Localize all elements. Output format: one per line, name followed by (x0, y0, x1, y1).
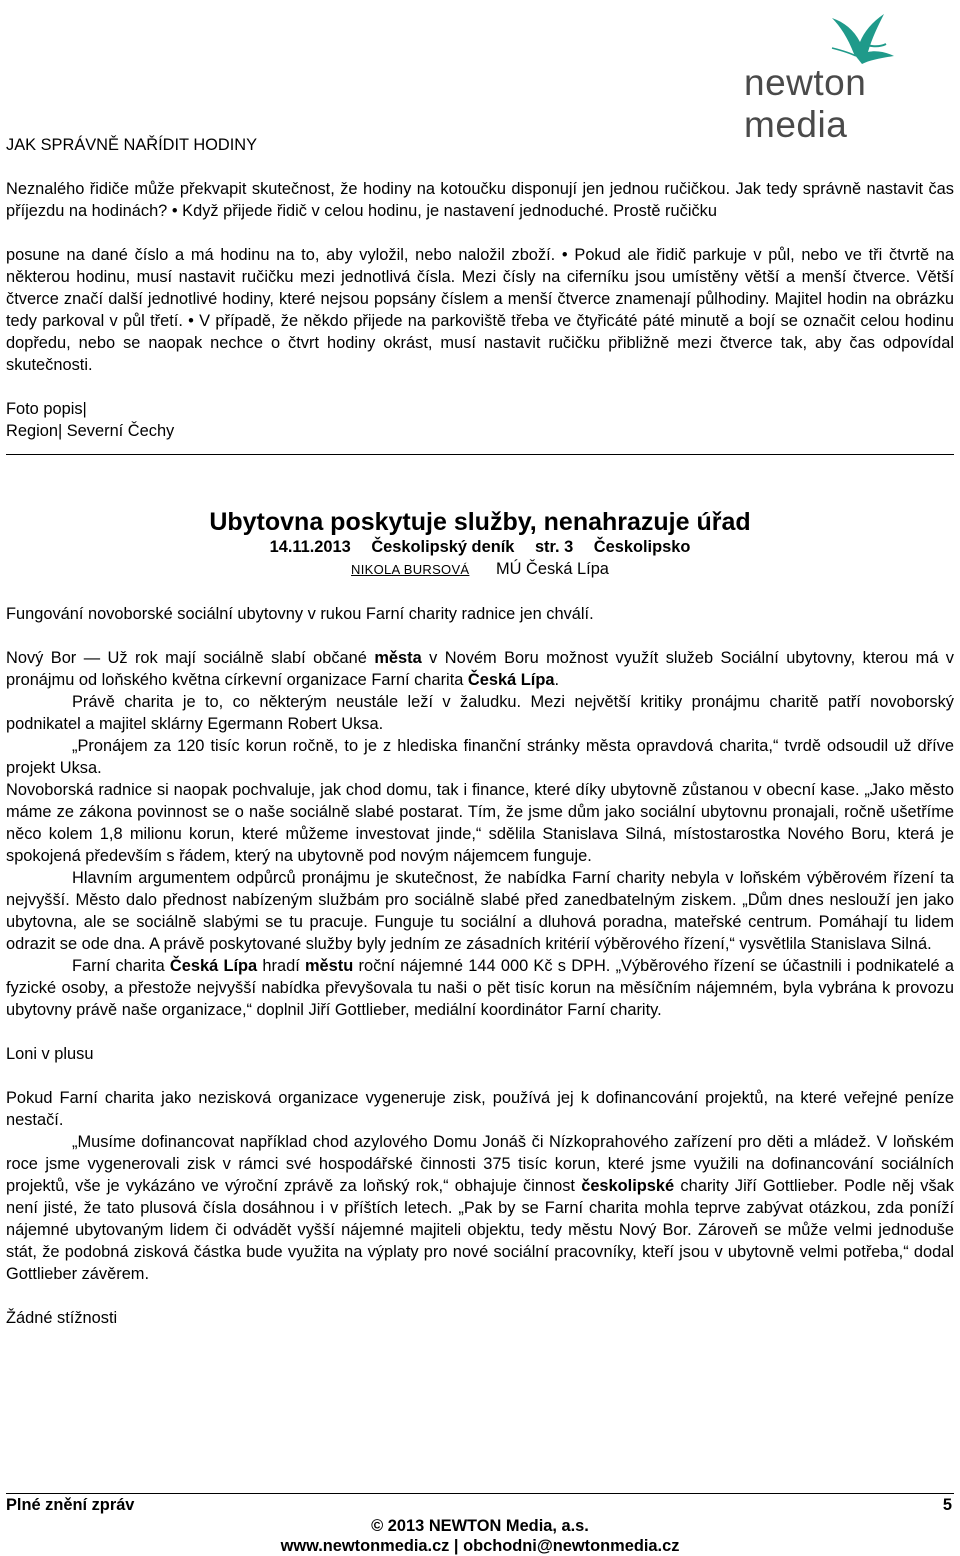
article-date: 14.11.2013 (269, 538, 351, 556)
article-paragraph: „Musíme dofinancovat například chod azylového Domu Jonáš či Nízkoprahového zařízení pro děti a mládež. V loňském roce jsme vygenerovali zisk v rámci své hospodářské činnosti 375 tisíc korun, které jsme využili na dofinancování sociálních projektů, vše je vykázáno ve výroční zprávě za loňský rok,“ obhajuje činnost českolipské charity Jiří Gottlieber. Podle něj však není jisté, že tato plusová čísla dosáhnou i v příštích letech. „Pak by se Farní charita mohla teprve zabývat otázkou, zda poníží nájemné ubytovaným lidem či odvádět vyšší nájemné majiteli objektu, tedy městu Nový Bor. Zároveň se může velmi jednoduše stát, že podobná zisková částka bude využita na výplaty pro nové sociální pracovníky, kteří jsou v ubytovně velmi potřeba,“ dodal Gottlieber závěrem. (6, 1133, 954, 1283)
article-paragraph: „Pronájem za 120 tisíc korun ročně, to je z hlediska finanční stránky města opravdová charita,“ tvrdě odsoudil už dříve projekt Uksa. (6, 737, 954, 777)
article-paragraph: Hlavním argumentem odpůrců pronájmu je skutečnost, že nabídka Farní charity nebyla v loňském výběrovém řízení ta nejvyšší. Město dalo přednost nabízeným službám pro sociálně slabé před zanedbatelným ziskem. „Dům dnes neslouží jen jako ubytovna, ale se sociálně slabými se tu pracuje. Funguje tu sociální a dluhová poradna, mateřské centrum. Pomáhají tu lidem odrazit se ode dna. A právě poskytované služby byly jedním ze zásadních kritérií výběrového řízení,“ vysvětlila Stanislava Silná. (6, 869, 954, 953)
article-paragraph: Farní charita Česká Lípa hradí městu roční nájemné 144 000 Kč s DPH. „Výběrového řízení se účastnili i podnikatelé a fyzické osoby, a přestože nejvyšší nabídka převyšovala tu naši o pět tisíc korun na měsíčním nájemném, byla vybrána k provozu ubytovny právě naše organizace,“ doplnil Jiří Gottlieber, mediální koordinátor Farní charity. (6, 957, 955, 1019)
article-meta (6, 537, 954, 557)
footer-label: Plné znění zpráv (6, 1496, 135, 1514)
section-title: JAK SPRÁVNĚ NAŘÍDIT HODINY (6, 136, 258, 154)
article-paragraph: Nový Bor — Už rok mají sociálně slabí občané města v Novém Boru možnost využít služeb Sociální ubytovny, kterou má v pronájmu od loňského května církevní organizace Farní charita Česká Lípa. (6, 649, 954, 689)
article-headline: Ubytovna poskytuje služby, nenahrazuje úřad (209, 508, 751, 536)
copyright-text: © 2013 NEWTON Media, a.s. (371, 1517, 589, 1535)
article-page: str. 3 (534, 538, 574, 556)
article-source: Českolipský deník (371, 538, 515, 556)
divider (6, 454, 954, 455)
document-body (6, 134, 954, 1329)
article-section: Českolipsko (593, 538, 691, 556)
page-number: 5 (942, 1496, 952, 1514)
subheading: Loni v plusu (6, 1045, 94, 1063)
article-lead: Fungování novoborské sociální ubytovny v rukou Farní charity radnice jen chválí. (6, 605, 594, 623)
article-author (6, 558, 954, 581)
subheading: Žádné stížnosti (6, 1309, 118, 1327)
footer-copyright (0, 1516, 960, 1556)
region-label: Region| Severní Čechy (6, 422, 175, 440)
logo-wordmark: newton media (744, 62, 867, 145)
paragraph: Neznalého řidiče může překvapit skutečnost, že hodiny na kotoučku disponují jen jednou ručičkou. Jak tedy správně nastavit čas příjezdu na hodinách? • Když přijede řidič v celou hodinu, je nastavení jednoduché. Prostě ručičku (6, 180, 954, 220)
article-paragraph: Právě charita je to, co některým neustále leží v žaludku. Mezi největší kritiky pronájmu charitě patří novoborský podnikatel a majitel sklárny Egermann Robert Uksa. (6, 693, 954, 733)
article-paragraph: Novoborská radnice si naopak pochvaluje, jak chod domu, tak i finance, které díky ubytovně zůstanou v obecní kase. „Jako město máme ze zákona povinnost se o naše sociálně slabé postarat. Tím, že jsme dům jako sociální ubytovnu pronajali, ročně ušetříme něco kolem 1,8 milionu korun, které můžeme investovat jinde,“ sdělila Stanislava Silná, místostarostka Nového Boru, která je spokojená především s řádem, který na ubytovně pod novým nájemcem funguje. (6, 781, 954, 865)
photo-caption: Foto popis| (6, 400, 87, 418)
bird-icon (736, 8, 936, 68)
article-paragraph: Pokud Farní charita jako nezisková organizace vygeneruje zisk, používá jej k dofinancování projektů, na které veřejné peníze nestačí. (6, 1089, 954, 1129)
paragraph: posune na dané číslo a má hodinu na to, aby vyložil, nebo naložil zboží. • Pokud ale řidič parkuje v půl, nebo ve tři čtvrtě na některou hodinu, musí nastavit ručičku mezi jednotlivá čísla. Mezi čísly na ciferníku jsou umístěny větší a menší čtverce. Větší čtverce značí další jednotlivé hodiny, které nejsou popsány číslem a menší čtverce znamenají půlhodiny. Majitel hodin na obrázku tedy parkoval v půl třetí. • V případě, že někdo přijede na parkoviště třeba ve čtyřicáté páté minutě a bojí se označit celou hodinu dopředu, nebo se naopak nechce o čtvrt hodiny okrást, musí nastavit ručičku přibližně mezi čtverce tak, aby čas odpovídal skutečnosti. (6, 246, 954, 374)
author-name: NIKOLA BURSOVÁ (351, 562, 470, 577)
footer-divider (6, 1493, 954, 1494)
newton-media-logo (736, 8, 946, 145)
author-org: MÚ Česká Lípa (495, 560, 609, 578)
contact-links[interactable]: www.newtonmedia.cz | obchodni@newtonmedia.cz (280, 1537, 680, 1555)
